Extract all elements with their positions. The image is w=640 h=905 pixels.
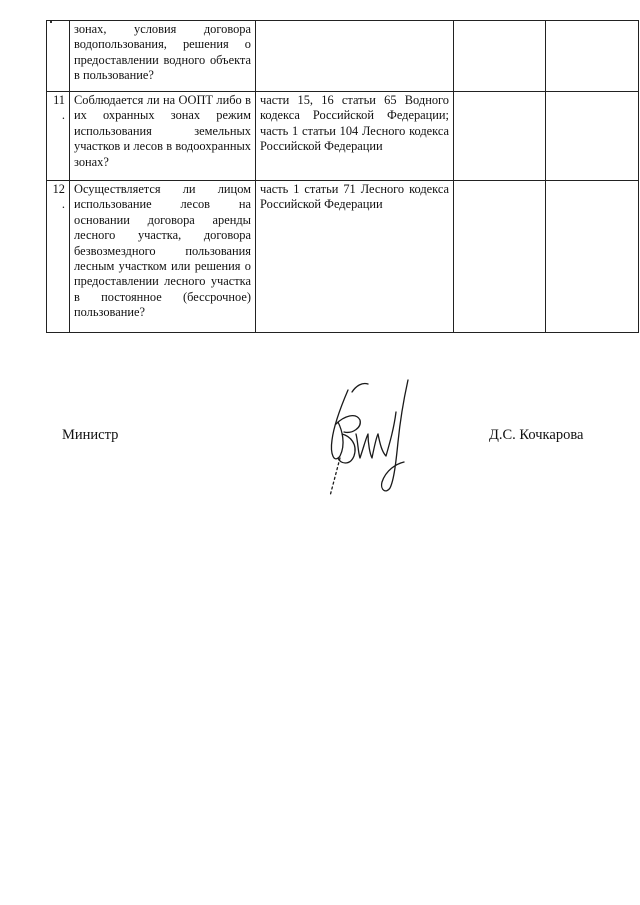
note-cell (546, 92, 639, 181)
table-row (47, 92, 639, 181)
signatory-name: Д.С. Кочкарова (489, 427, 584, 443)
question-cell: зонах, условия договора водопользования, решения о предоставлении водного объекта в пользование? (70, 21, 256, 92)
row-number: 11. (47, 92, 70, 181)
signatory-title: Министр (62, 427, 119, 443)
question-cell: Соблюдается ли на ООПТ либо в их охранных зонах режим использования земельных участков и лесов в водоохранных зонах? (70, 92, 256, 181)
table-row (47, 21, 639, 92)
note-cell (546, 181, 639, 333)
answer-cell (454, 92, 546, 181)
answer-cell (454, 181, 546, 333)
legal-basis-cell: части 15, 16 статьи 65 Водного кодекса Российской Федерации; часть 1 статьи 104 Лесного кодекса Российской Федерации (256, 92, 454, 181)
table-row (47, 181, 639, 333)
handwritten-signature (312, 372, 432, 502)
checklist-table (46, 20, 639, 333)
answer-cell (454, 21, 546, 92)
note-cell (546, 21, 639, 92)
row-number (47, 21, 70, 92)
legal-basis-cell (256, 21, 454, 92)
legal-basis-cell: часть 1 статьи 71 Лесного кодекса Российской Федерации (256, 181, 454, 333)
row-number: 12. (47, 181, 70, 333)
question-cell: Осуществляется ли лицом использование лесов на основании договора аренды лесного участка, договора безвозмездного пользования лесным участком или решения о предоставлении лесного участка в постоянное (бессрочное) пользование? (70, 181, 256, 333)
